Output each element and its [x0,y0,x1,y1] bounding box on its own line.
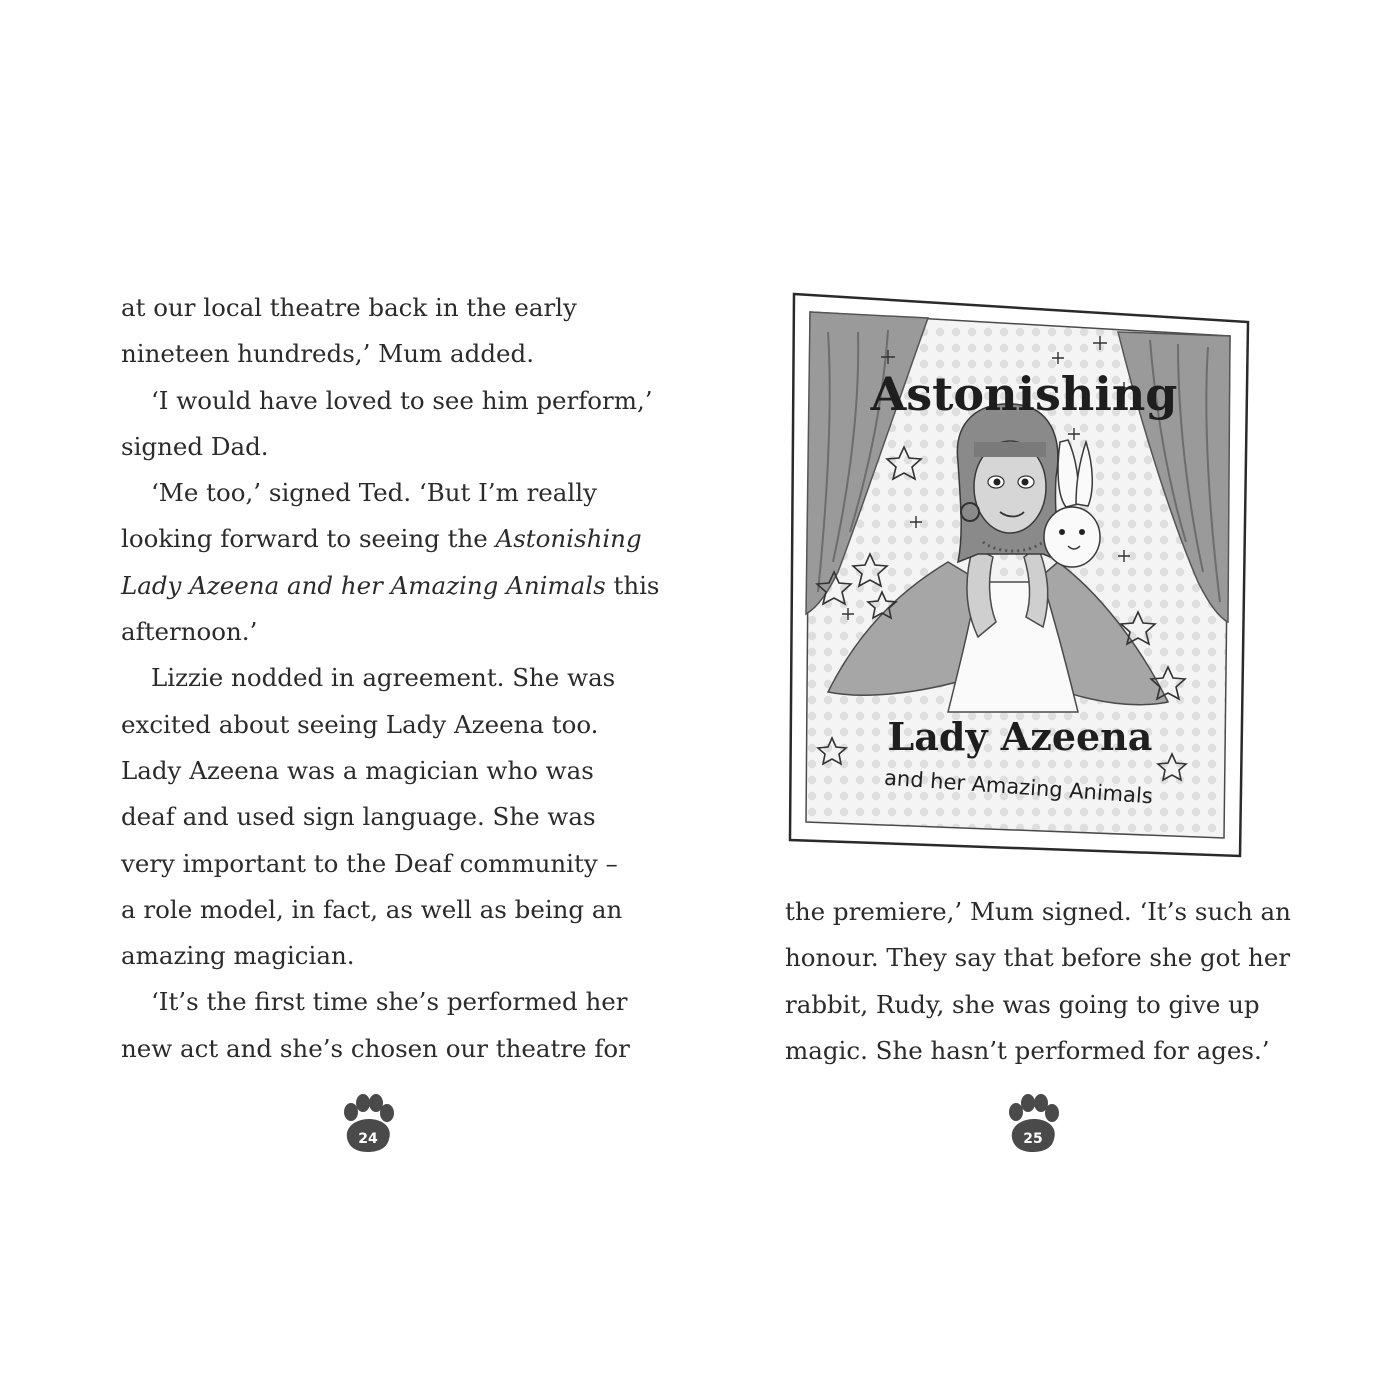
book-title-italic: Astonishing [495,524,642,554]
text-line: magic. She hasn’t performed for ages.’ [785,1035,1270,1065]
poster-title: Astonishing [870,367,1178,421]
text-segment: looking forward to seeing the [121,524,496,554]
poster-subtitle: and her Amazing Animals [883,765,1154,809]
text-line: ‘Me too,’ signed Ted. ‘But I’m really [151,478,597,508]
text-line: at our local theatre back in the early [121,293,577,322]
text-line [121,563,660,609]
page-number: 24 [358,1131,378,1147]
book-title-italic: Lady Azeena and her Amazing Animals [121,570,606,600]
text-line: very important to the Deaf community – [121,848,618,878]
text-line: Lady Azeena was a magician who was [121,755,594,785]
text-line: ‘I would have loved to see him perform,’ [151,385,653,415]
text-line [121,516,641,562]
text-line: the premiere,’ Mum signed. ‘It’s such an [785,897,1291,926]
text-segment: this [605,570,660,600]
page-number: 25 [1023,1131,1043,1147]
text-line: new act and she’s chosen our theatre for [121,1033,630,1063]
text-line: honour. They say that before she got her [785,943,1291,973]
left-page-text [121,285,660,1072]
paw-print-icon [337,1094,397,1156]
text-line: deaf and used sign language. She was [121,802,596,832]
poster-name: Lady Azeena [887,714,1153,759]
poster-illustration [788,292,1252,858]
text-line: Lizzie nodded in agreement. She was [151,663,616,693]
text-line: nineteen hundreds,’ Mum added. [121,339,534,369]
text-line: a role model, in fact, as well as being an [121,894,623,924]
text-line: excited about seeing Lady Azeena too. [121,709,599,739]
text-line: rabbit, Rudy, she was going to give up [785,989,1260,1019]
right-page-text [785,889,1305,1074]
text-line: amazing magician. [121,941,355,971]
text-line: signed Dad. [121,431,269,461]
text-line: afternoon.’ [121,617,258,647]
paw-print-icon [1002,1094,1062,1156]
text-line: ‘It’s the first time she’s performed her [151,987,628,1017]
